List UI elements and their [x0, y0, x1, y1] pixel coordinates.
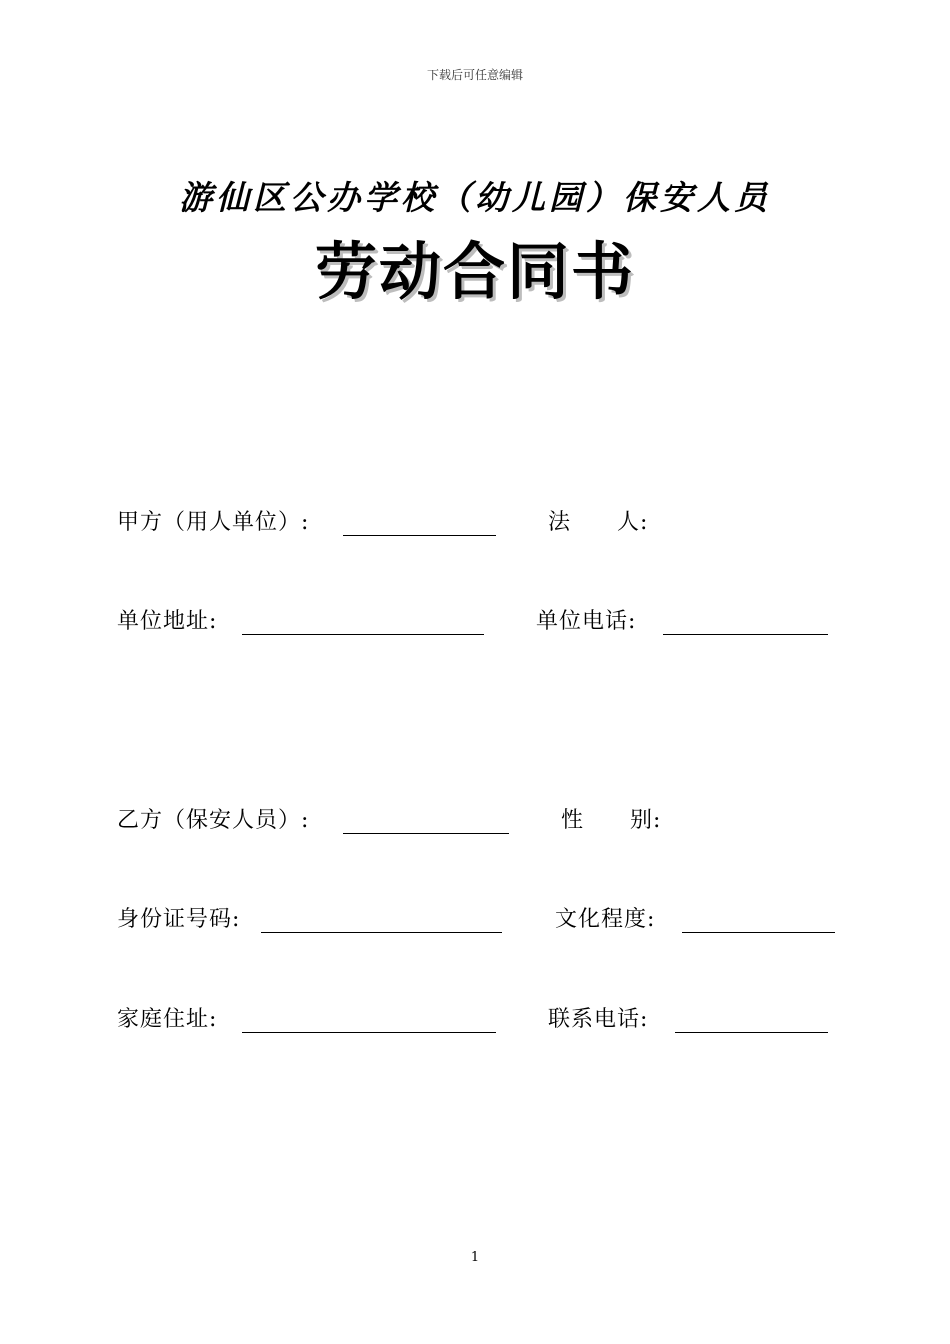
employee-label: 乙方（保安人员）:	[117, 808, 310, 833]
home-address-field[interactable]	[242, 1032, 496, 1033]
contact-phone-field[interactable]	[675, 1032, 828, 1033]
education-field[interactable]	[682, 932, 835, 933]
employee-field[interactable]	[343, 833, 509, 834]
party-b-row-1	[0, 803, 950, 833]
employer-field[interactable]	[343, 535, 496, 536]
unit-phone-label: 单位电话:	[536, 609, 637, 634]
gender-label: 性 别:	[561, 808, 662, 833]
party-b-row-3	[0, 1002, 950, 1032]
party-b-row-2	[0, 902, 950, 932]
header-note: 下载后可任意编辑	[426, 68, 523, 82]
home-address-label: 家庭住址:	[117, 1007, 218, 1032]
contract-title-main: 劳动合同书	[314, 235, 635, 308]
unit-address-field[interactable]	[242, 634, 484, 635]
education-label: 文化程度:	[555, 907, 656, 932]
unit-phone-field[interactable]	[663, 634, 828, 635]
contract-title-subtitle: 游仙区公办学校（幼儿园）保安人员	[179, 178, 771, 217]
contact-phone-label: 联系电话:	[548, 1007, 649, 1032]
party-a-row-1	[0, 505, 950, 535]
employer-label: 甲方（用人单位）:	[117, 510, 310, 535]
id-number-field[interactable]	[261, 932, 502, 933]
id-number-label: 身份证号码:	[117, 907, 241, 932]
unit-address-label: 单位地址:	[117, 609, 218, 634]
page-number: 1	[470, 1250, 480, 1265]
legal-person-label: 法 人:	[548, 510, 649, 535]
party-a-row-2	[0, 604, 950, 634]
